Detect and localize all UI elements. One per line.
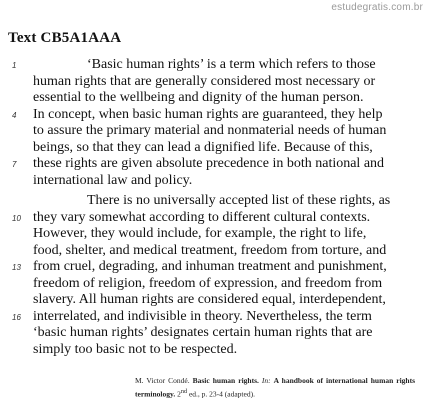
text-line bbox=[0, 325, 429, 342]
text-line bbox=[0, 57, 429, 74]
line-text: There is no universally accepted list of these rights, as bbox=[87, 193, 391, 208]
line-number: 16 bbox=[12, 312, 21, 322]
source-citation bbox=[135, 376, 415, 400]
line-text: freedom of religion, freedom of expression, and freedom from bbox=[33, 275, 383, 291]
text-line bbox=[0, 226, 429, 243]
text-line bbox=[0, 193, 429, 210]
line-text: from cruel, degrading, and inhuman treatment and punishment, bbox=[33, 259, 387, 274]
text-line bbox=[0, 342, 429, 359]
line-text: food, shelter, and medical treatment, freedom from torture, and bbox=[33, 242, 387, 258]
line-text: However, they would include, for example, the right to life, bbox=[33, 226, 367, 241]
line-text: slavery. All human rights are considered equal, interdependent, bbox=[33, 292, 386, 307]
line-number: 13 bbox=[12, 263, 21, 272]
text-line bbox=[0, 140, 429, 157]
text-line bbox=[0, 90, 429, 107]
line-text: beings, so that they can lead a dignified life. Because of this, bbox=[33, 139, 373, 155]
line-number: 10 bbox=[12, 213, 21, 223]
citation-edition-suffix: nd bbox=[180, 387, 188, 395]
citation-in-label: In: bbox=[261, 376, 271, 385]
citation-work: Basic human rights. bbox=[192, 376, 259, 385]
line-text: simply too basic not to be respected. bbox=[33, 341, 238, 357]
citation-edition: 2 bbox=[177, 389, 181, 398]
line-text: interrelated, and indivisible in theory. Nevertheless, the term bbox=[33, 308, 372, 324]
citation-book: A handbook of international human rights terminology. bbox=[135, 376, 415, 398]
line-text: they vary somewhat according to different cultural contexts. bbox=[33, 209, 371, 225]
line-text: ‘basic human rights’ designates certain human rights that are bbox=[33, 325, 373, 340]
citation-author: M. Victor Condé. bbox=[135, 376, 190, 385]
line-text: ‘Basic human rights’ is a term which refers to those bbox=[87, 57, 376, 72]
line-text: human rights that are generally considered most necessary or bbox=[33, 73, 376, 89]
text-line bbox=[0, 123, 429, 140]
line-text: essential to the wellbeing and dignity of the human person. bbox=[33, 90, 364, 105]
line-number: 1 bbox=[12, 61, 17, 70]
watermark: estudegratis.com.br bbox=[331, 2, 423, 13]
text-line bbox=[0, 309, 429, 326]
text-line bbox=[0, 259, 429, 276]
text-line bbox=[0, 210, 429, 227]
text-line bbox=[0, 156, 429, 173]
document-title: Text CB5A1AAA bbox=[8, 30, 122, 46]
text-line bbox=[0, 173, 429, 190]
text-line bbox=[0, 292, 429, 309]
text-line bbox=[0, 276, 429, 293]
line-text: In concept, when basic human rights are guaranteed, they help bbox=[33, 106, 383, 122]
line-text: international law and policy. bbox=[33, 172, 193, 188]
text-line bbox=[0, 243, 429, 260]
citation-pages: ed., p. 23-4 (adapted). bbox=[188, 389, 255, 398]
line-number: 4 bbox=[12, 110, 17, 120]
text-line bbox=[0, 107, 429, 124]
text-line bbox=[0, 74, 429, 91]
line-text: these rights are given absolute precedence in both national and bbox=[33, 156, 385, 171]
line-number: 7 bbox=[12, 160, 17, 169]
line-text: to assure the primary material and nonmaterial needs of human bbox=[33, 123, 387, 138]
